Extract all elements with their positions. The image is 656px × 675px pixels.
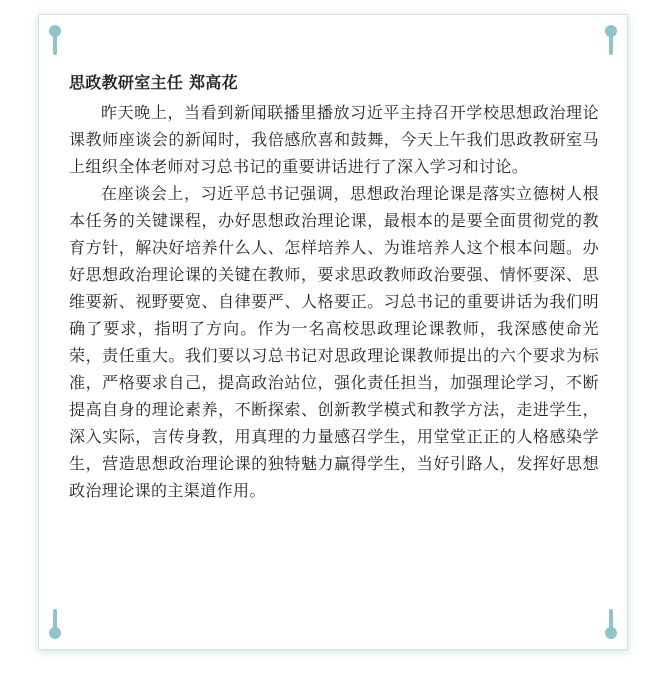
pin-decoration-icon bbox=[49, 609, 61, 639]
author-heading: 思政教研室主任 郑高花 bbox=[69, 73, 238, 92]
note-card bbox=[38, 14, 628, 650]
pin-decoration-icon bbox=[605, 609, 617, 639]
paragraph-2: 在座谈会上，习近平总书记强调，思想政治理论课是落实立德树人根本任务的关键课程，办好思想政治理论课，最根本的是要全面贯彻党的教育方针，解决好培养什么人、怎样培养人、为谁培养人这个根本问题。办好思想政治理论课的关键在教师，要求思政教师政治要强、情怀要深、思维要新、视野要宽、自律要严、人格要正。习总书记的重要讲话为我们明确了要求，指明了方向。作为一名高校思政理论课教师，我深感使命光荣，责任重大。我们要以习总书记对思政理论课教师提出的六个要求为标准，严格要求自己，提高政治站位，强化责任担当，加强理论学习，不断提高自身的理论素养，不断探索、创新教学模式和教学方法，走进学生，深入实际，言传身教，用真理的力量感召学生，用堂堂正正的人格感染学生，营造思想政治理论课的独特魅力赢得学生，当好引路人，发挥好思想政治理论课的主渠道作用。 bbox=[69, 184, 599, 500]
pin-decoration-icon bbox=[605, 25, 617, 55]
pin-decoration-icon bbox=[49, 25, 61, 55]
article-content bbox=[69, 71, 599, 504]
paragraph-1: 昨天晚上，当看到新闻联播里播放习近平主持召开学校思想政治理论课教师座谈会的新闻时，我倍感欣喜和鼓舞，今天上午我们思政教研室马上组织全体老师对习总书记的重要讲话进行了深入学习和讨论。 bbox=[69, 103, 599, 176]
